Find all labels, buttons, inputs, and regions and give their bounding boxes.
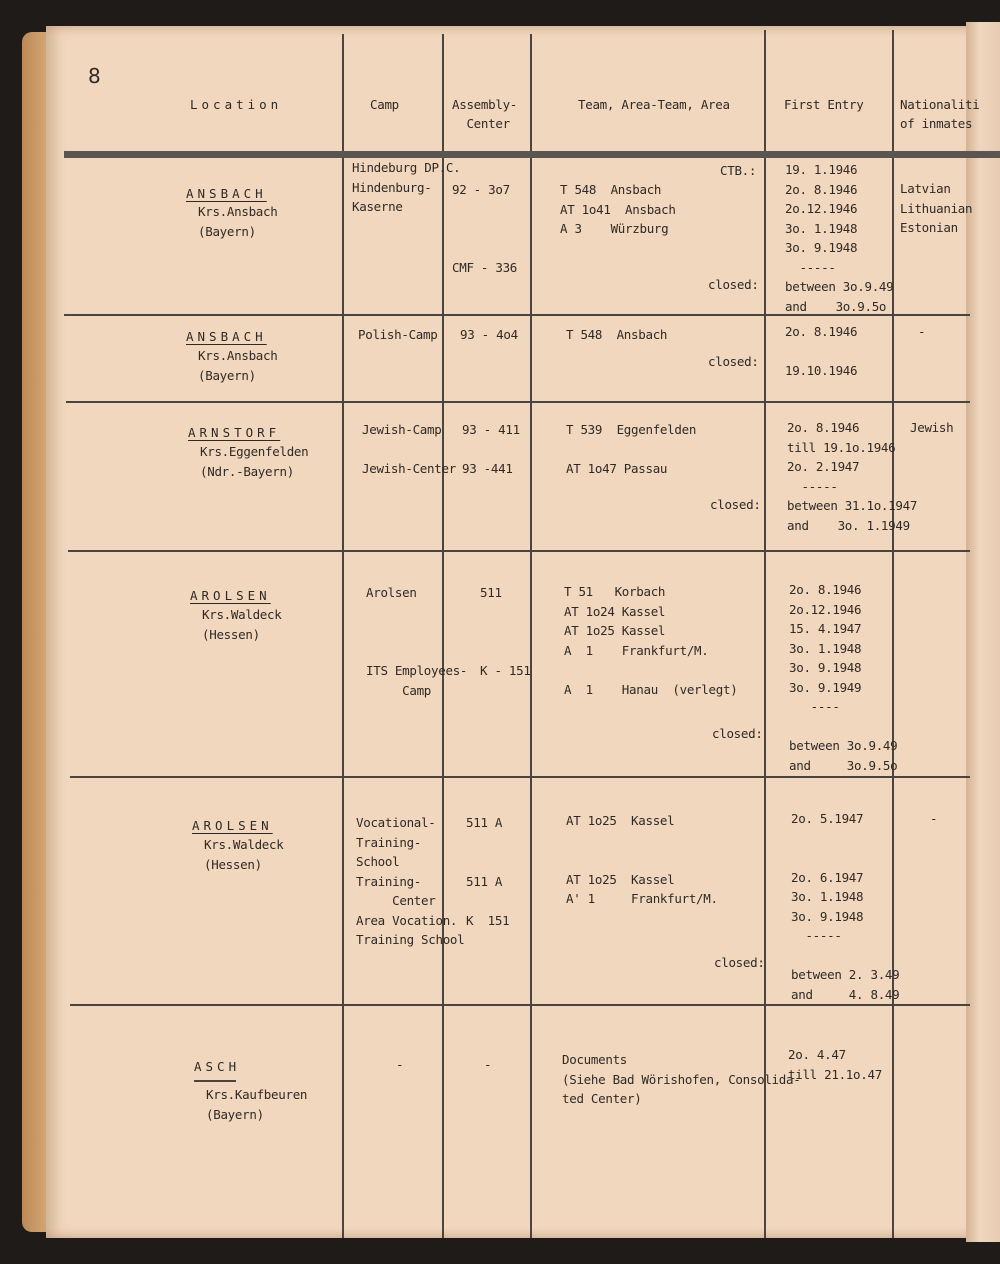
camp-cell: - bbox=[396, 1057, 404, 1072]
closed-label: closed: bbox=[714, 955, 765, 970]
row-divider bbox=[70, 776, 970, 778]
team-note: CTB.: bbox=[720, 163, 757, 178]
camp-cell: Vocational- Training- School Training- Center Area Vocation. Training School bbox=[356, 815, 465, 947]
first-entry-cell: 2o. 8.1946 2o.12.1946 15. 4.1947 3o. 1.1948 3o. 9.1948 3o. 9.1949 ---- between 3o.9.49 and 3o.9.5o bbox=[789, 582, 898, 773]
header-assembly-center: Assembly- Center bbox=[452, 97, 518, 131]
camp-cell: Arolsen ITS Employees- Camp bbox=[366, 585, 468, 698]
header-nationalities: Nationaliti of inmates bbox=[900, 97, 980, 131]
assembly-cell: 93 - 411 93 -441 bbox=[462, 422, 520, 476]
location-name: ARNSTORF bbox=[188, 425, 281, 440]
nationality-cell: - bbox=[930, 811, 938, 826]
row-divider bbox=[70, 1004, 970, 1006]
team-cell: T 548 Ansbach AT 1o41 Ansbach A 3 Würzburg bbox=[560, 182, 676, 236]
first-entry-cell: 2o. 4.47 till 21.1o.47 bbox=[788, 1047, 882, 1082]
closed-label: closed: bbox=[712, 726, 763, 741]
page-number: 8 bbox=[88, 64, 101, 88]
location-name: AROLSEN bbox=[192, 818, 273, 833]
first-entry-cell: 2o. 8.1946 19.10.1946 bbox=[785, 324, 858, 378]
team-cell: AT 1o25 Kassel AT 1o25 Kassel A' 1 Frankfurt/M. bbox=[566, 813, 718, 906]
location-name: AROLSEN bbox=[190, 588, 271, 603]
location-district: Krs.Eggenfelden (Ndr.-Bayern) bbox=[200, 444, 309, 479]
location-district: Krs.Waldeck (Hessen) bbox=[204, 837, 284, 872]
location-name: ANSBACH bbox=[186, 186, 267, 201]
team-cell: T 539 Eggenfelden AT 1o47 Passau bbox=[566, 422, 697, 476]
location-district: Krs.Ansbach (Bayern) bbox=[198, 204, 278, 239]
first-entry-cell: 2o. 8.1946 till 19.1o.1946 2o. 2.1947 ----- between 31.1o.1947 and 3o. 1.1949 bbox=[787, 420, 918, 533]
location-name: ASCH bbox=[194, 1059, 241, 1074]
row-divider bbox=[68, 550, 970, 552]
location-district: Krs.Kaufbeuren (Bayern) bbox=[206, 1087, 308, 1122]
location-district: Krs.Waldeck (Hessen) bbox=[202, 607, 282, 642]
camp-cell: Polish-Camp bbox=[358, 327, 438, 342]
header-rule bbox=[64, 151, 1000, 158]
header-location: Location bbox=[190, 97, 283, 112]
first-entry-cell: 19. 1.1946 2o. 8.1946 2o.12.1946 3o. 1.1948 3o. 9.1948 ----- between 3o.9.49 and 3o.9.5o bbox=[785, 162, 894, 314]
camp-cell: Jewish-Camp Jewish-Center bbox=[362, 422, 456, 476]
assembly-cell: 93 - 4o4 bbox=[460, 327, 518, 342]
closed-label: closed: bbox=[710, 497, 761, 512]
location-underline bbox=[194, 1080, 236, 1082]
nationality-cell: Latvian Lithuanian Estonian bbox=[900, 181, 973, 235]
location-district: Krs.Ansbach (Bayern) bbox=[198, 348, 278, 383]
assembly-cell: - bbox=[484, 1057, 492, 1072]
location-name: ANSBACH bbox=[186, 329, 267, 344]
team-cell: T 51 Korbach AT 1o24 Kassel AT 1o25 Kassel A 1 Frankfurt/M. A 1 Hanau (verlegt) bbox=[564, 584, 738, 697]
closed-label: closed: bbox=[708, 277, 759, 292]
header-team: Team, Area-Team, Area bbox=[578, 97, 730, 112]
column-divider bbox=[342, 34, 344, 1238]
assembly-cell: 511 A 511 A K 151 bbox=[466, 815, 510, 928]
team-cell: Documents (Siehe Bad Wörishofen, Consolida- ted Center) bbox=[562, 1052, 801, 1106]
camp-cell: Hindeburg DP.C. Hindenburg- Kaserne bbox=[352, 160, 461, 214]
first-entry-cell: 2o. 5.1947 2o. 6.1947 3o. 1.1948 3o. 9.1948 ----- between 2. 3.49 and 4. 8.49 bbox=[791, 811, 900, 1002]
header-camp: Camp bbox=[370, 97, 399, 112]
closed-label: closed: bbox=[708, 354, 759, 369]
nationality-cell: Jewish bbox=[910, 420, 954, 435]
nationality-cell: - bbox=[918, 324, 926, 339]
row-divider bbox=[66, 401, 970, 403]
assembly-cell: 92 - 3o7 CMF - 336 bbox=[452, 182, 518, 275]
team-cell: T 548 Ansbach bbox=[566, 327, 668, 342]
header-first-entry: First Entry bbox=[784, 97, 864, 112]
assembly-cell: 511 K - 151 bbox=[480, 585, 531, 678]
